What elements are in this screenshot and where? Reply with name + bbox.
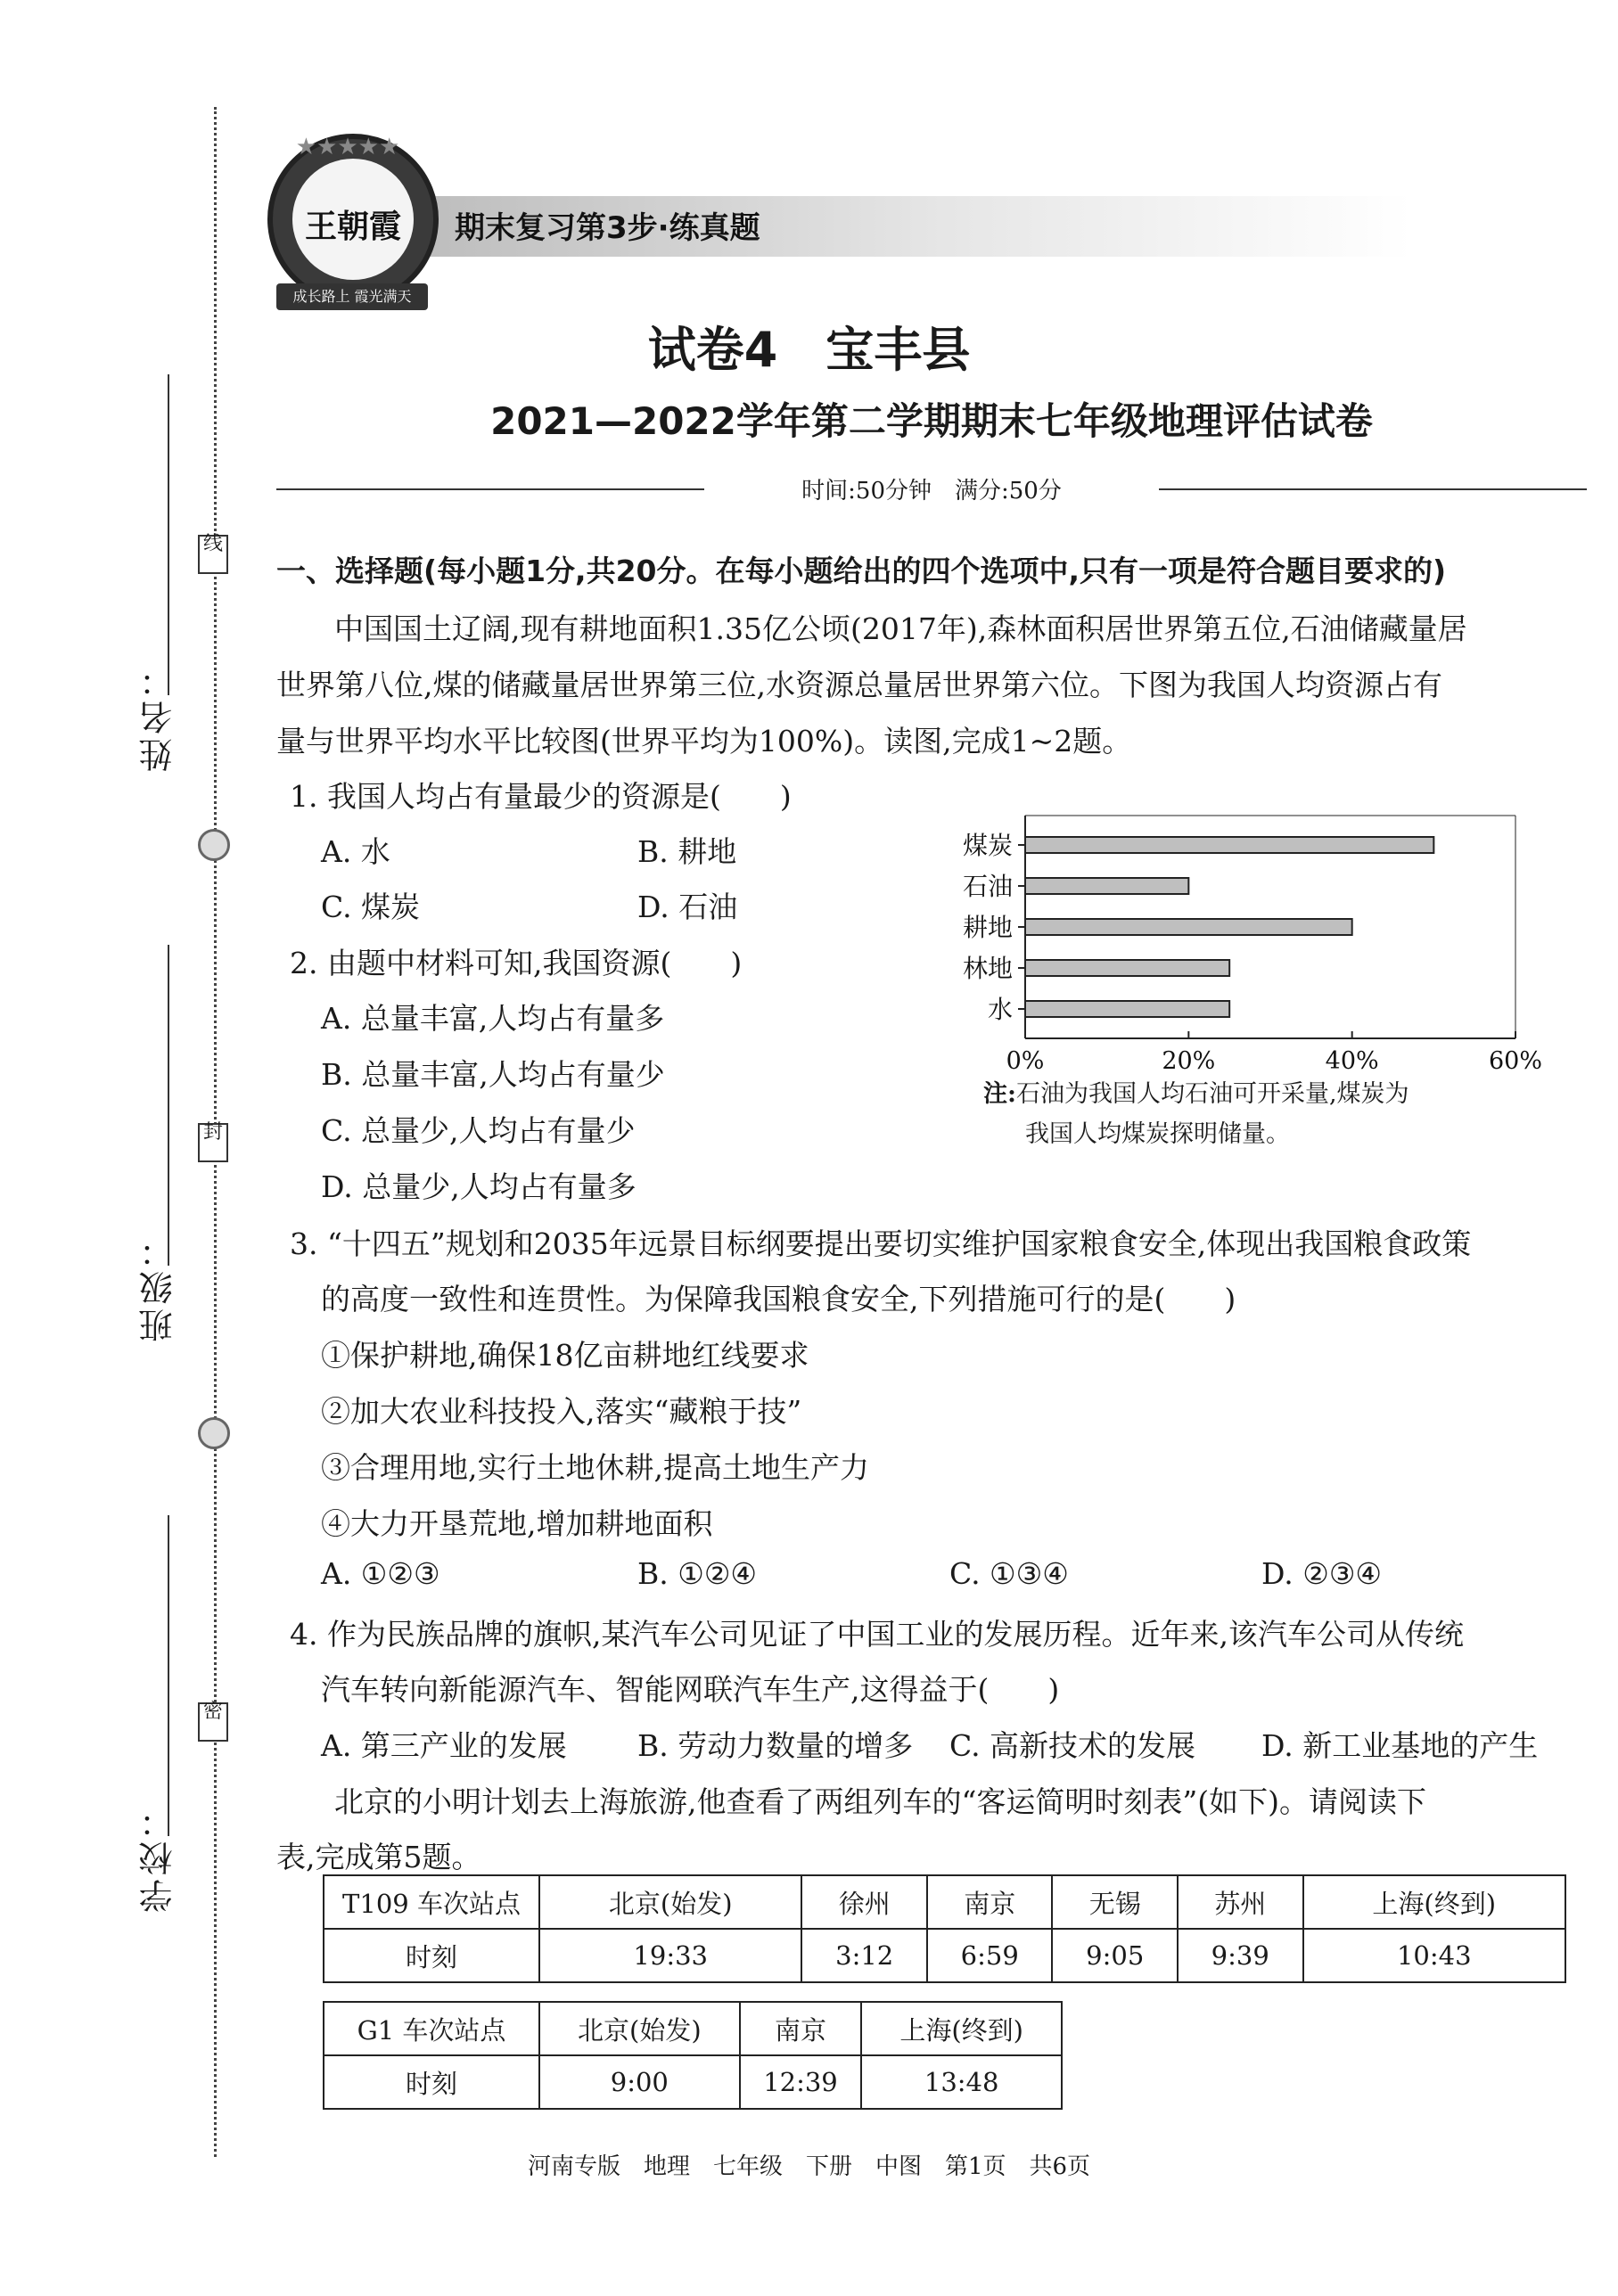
q1-option-b: B. 耕地 — [637, 834, 737, 869]
q1-option-d: D. 石油 — [637, 890, 738, 924]
bar-3 — [1025, 960, 1229, 976]
q3-option-a: A. ①②③ — [321, 1556, 440, 1591]
q4-option-a: A. 第三产业的发展 — [321, 1728, 567, 1763]
class-underline — [168, 945, 169, 1266]
time-info: 时间:50分钟 满分:50分 — [801, 478, 1062, 504]
page-footer: 河南专版 地理 七年级 下册 中图 第1页 共6页 — [527, 2153, 1091, 2180]
y-category-label: 石油 — [962, 872, 1013, 901]
table-cell: 苏州 — [1178, 1875, 1303, 1929]
y-category-label: 煤炭 — [962, 831, 1013, 860]
q4-stem-2: 汽车转向新能源汽车、智能网联汽车生产,这得益于( ) — [321, 1672, 1060, 1707]
q3-option-b: B. ①②④ — [637, 1556, 757, 1591]
q2-option-d: D. 总量少,人均占有量多 — [321, 1169, 637, 1204]
table-row — [324, 1929, 1565, 1982]
bar-0 — [1025, 837, 1433, 853]
x-tick-label: 20% — [1162, 1047, 1216, 1075]
intro-line-3: 量与世界平均水平比较图(世界平均为100%)。读图,完成1~2题。 — [276, 724, 1132, 758]
table-cell: 时刻 — [324, 1929, 539, 1982]
chart-note-prefix: 注: — [983, 1080, 1016, 1108]
bar-2 — [1025, 919, 1352, 935]
y-category-label: 林地 — [962, 954, 1013, 983]
banner-text: 期末复习第3步·练真题 — [455, 210, 760, 246]
q3-statement-3: ③合理用地,实行土地休耕,提高土地生产力 — [321, 1450, 869, 1485]
table-cell: 徐州 — [801, 1875, 927, 1929]
y-category-label: 水 — [987, 995, 1013, 1024]
bar-4 — [1025, 1001, 1229, 1017]
q5-intro-1: 北京的小明计划去上海旅游,他查看了两组列车的“客运简明时刻表”(如下)。请阅读下 — [334, 1784, 1426, 1819]
divider — [276, 488, 704, 490]
school-underline — [168, 1515, 169, 1836]
x-tick-label: 60% — [1488, 1047, 1543, 1075]
intro-line-1: 中国国土辽阔,现有耕地面积1.35亿公顷(2017年),森林面积居世界第五位,石油储藏量居 — [334, 611, 1467, 646]
t109-timetable — [323, 1874, 1566, 1983]
cut-mark-line: 线 — [198, 535, 228, 574]
chart-note-text: 石油为我国人均石油可开采量,煤炭为 — [1015, 1080, 1409, 1108]
q4-option-b: B. 劳动力数量的增多 — [637, 1728, 914, 1763]
table-cell: 10:43 — [1303, 1929, 1566, 1982]
q3-stem-2: 的高度一致性和连贯性。为保障我国粮食安全,下列措施可行的是( ) — [321, 1282, 1236, 1316]
table-cell: 上海(终到) — [1303, 1875, 1566, 1929]
star-icon: ★★★★★ — [295, 134, 400, 160]
table-cell: 9:05 — [1052, 1929, 1178, 1982]
q5-intro-2: 表,完成第5题。 — [276, 1840, 481, 1874]
x-tick-label: 40% — [1325, 1047, 1379, 1075]
q3-statement-4: ④大力开垦荒地,增加耕地面积 — [321, 1506, 713, 1541]
table-cell: 13:48 — [861, 2055, 1062, 2109]
sun-icon — [198, 829, 230, 861]
cut-mark-secret: 密 — [198, 1702, 228, 1742]
table-row — [324, 1875, 1565, 1929]
class-label: 班级： — [139, 1230, 178, 1342]
table-row — [324, 2055, 1062, 2109]
table-cell: 9:00 — [539, 2055, 740, 2109]
intro-line-2: 世界第八位,煤的储藏量居世界第三位,水资源总量居世界第六位。下图为我国人均资源占有 — [276, 668, 1442, 702]
table-cell: 北京(始发) — [539, 2002, 740, 2055]
logo-slogan: 成长路上 霞光满天 — [276, 283, 428, 310]
school-label: 学校： — [139, 1800, 178, 1913]
table-cell: 无锡 — [1052, 1875, 1178, 1929]
chart-note-1 — [983, 1074, 1409, 1109]
q2-stem: 2. 由题中材料可知,我国资源( ) — [290, 946, 743, 980]
table-cell: 上海(终到) — [861, 2002, 1062, 2055]
page-title: 试卷4 宝丰县 — [647, 322, 971, 378]
table-cell: 12:39 — [740, 2055, 862, 2109]
q1-option-a: A. 水 — [321, 834, 390, 869]
q1-option-c: C. 煤炭 — [321, 890, 421, 924]
table-cell: 9:39 — [1178, 1929, 1303, 1982]
q3-statement-1: ①保护耕地,确保18亿亩耕地红线要求 — [321, 1338, 809, 1373]
table-cell: 时刻 — [324, 2055, 539, 2109]
table-cell: 3:12 — [801, 1929, 927, 1982]
q3-stem-1: 3. “十四五”规划和2035年远景目标纲要提出要切实维护国家粮食安全,体现出我国粮食政策 — [290, 1226, 1472, 1261]
q4-option-c: C. 高新技术的发展 — [949, 1728, 1196, 1763]
table-cell: 南京 — [927, 1875, 1053, 1929]
table-cell: 北京(始发) — [539, 1875, 801, 1929]
logo-text: 王朝霞 — [304, 208, 401, 245]
q3-statement-2: ②加大农业科技投入,落实“藏粮于技” — [321, 1394, 802, 1429]
q4-stem-1: 4. 作为民族品牌的旗帜,某汽车公司见证了中国工业的发展历程。近年来,该汽车公司从传统 — [290, 1617, 1464, 1652]
divider — [1159, 488, 1587, 490]
table-row — [324, 2002, 1062, 2055]
name-label: 姓名： — [139, 660, 178, 772]
name-underline — [168, 374, 169, 695]
q4-option-d: D. 新工业基地的产生 — [1261, 1728, 1539, 1763]
cut-mark-seal: 封 — [198, 1123, 228, 1162]
y-category-label: 耕地 — [962, 913, 1013, 942]
q2-option-a: A. 总量丰富,人均占有量多 — [321, 1001, 665, 1036]
q3-option-d: D. ②③④ — [1261, 1556, 1383, 1591]
table-cell: G1 车次站点 — [324, 2002, 539, 2055]
q3-option-c: C. ①③④ — [949, 1556, 1069, 1591]
q1-stem: 1. 我国人均占有量最少的资源是( ) — [290, 779, 792, 814]
sun-icon — [198, 1417, 230, 1449]
page-subtitle: 2021—2022学年第二学期期末七年级地理评估试卷 — [490, 399, 1373, 443]
x-tick-label: 0% — [1006, 1047, 1045, 1075]
table-cell: 6:59 — [927, 1929, 1053, 1982]
time-info-line — [276, 472, 1587, 505]
chart-note-2: 我国人均煤炭探明储量。 — [1025, 1120, 1290, 1148]
g1-timetable — [323, 2001, 1063, 2110]
q2-option-c: C. 总量少,人均占有量少 — [321, 1113, 636, 1148]
table-cell: T109 车次站点 — [324, 1875, 539, 1929]
table-cell: 19:33 — [539, 1929, 801, 1982]
q2-option-b: B. 总量丰富,人均占有量少 — [321, 1057, 665, 1092]
table-cell: 南京 — [740, 2002, 862, 2055]
bar-1 — [1025, 878, 1188, 894]
section-heading: 一、选择题(每小题1分,共20分。在每小题给出的四个选项中,只有一项是符合题目要求的) — [276, 554, 1447, 588]
